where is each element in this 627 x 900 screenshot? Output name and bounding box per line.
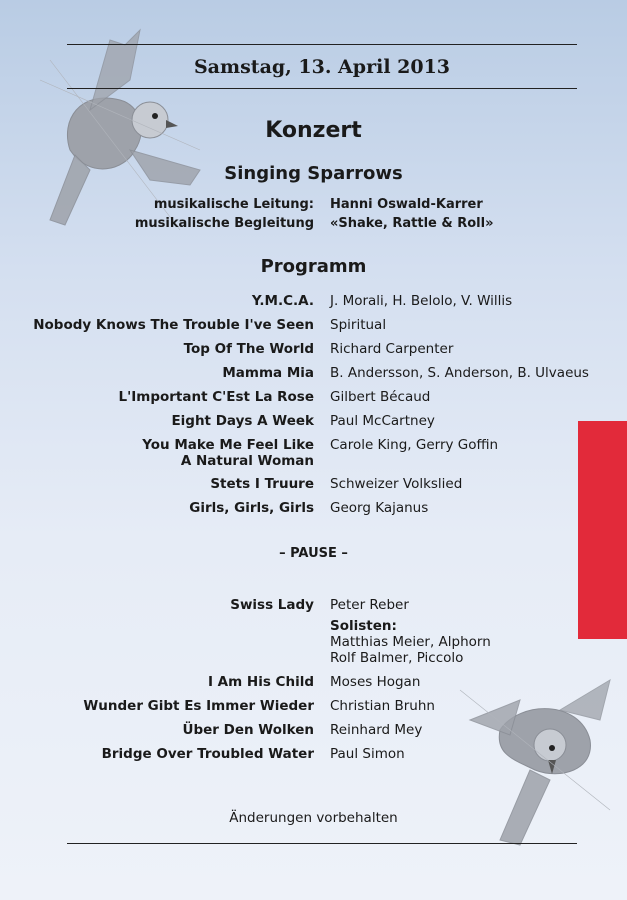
song-title: Bridge Over Troubled Water (101, 746, 314, 762)
song-title: Girls, Girls, Girls (189, 500, 314, 516)
song-title: Top Of The World (183, 341, 314, 357)
soloists-label: Solisten: (330, 618, 397, 634)
song-title: L'Important C'Est La Rose (118, 389, 314, 405)
pause-marker: – PAUSE – (279, 546, 348, 561)
song-composer: Richard Carpenter (330, 341, 454, 357)
soloist: Matthias Meier, Alphorn (330, 634, 491, 650)
song-title: Y.M.C.A. (251, 293, 314, 309)
song-composer: J. Morali, H. Belolo, V. Willis (330, 293, 513, 309)
song-title: Wunder Gibt Es Immer Wieder (83, 698, 314, 714)
song-title: Eight Days A Week (171, 413, 314, 429)
event-date: Samstag, 13. April 2013 (193, 56, 451, 78)
song-title: Nobody Knows The Trouble I've Seen (33, 317, 314, 333)
date-rule (67, 88, 577, 89)
accent-bar (578, 421, 627, 639)
song-title: Mamma Mia (222, 365, 314, 381)
credit-value: Hanni Oswald-Karrer (330, 197, 483, 212)
credit-value: «Shake, Rattle & Roll» (330, 216, 494, 231)
song-composer: Moses Hogan (330, 674, 421, 690)
song-composer: Paul Simon (330, 746, 405, 762)
song-composer: Christian Bruhn (330, 698, 435, 714)
soloist: Rolf Balmer, Piccolo (330, 650, 464, 666)
song-composer: Peter Reber (330, 597, 409, 613)
song-composer: Schweizer Volkslied (330, 476, 463, 492)
song-composer: Georg Kajanus (330, 500, 429, 516)
song-composer: Reinhard Mey (330, 722, 423, 738)
song-title-line: You Make Me Feel Like (142, 437, 314, 453)
song-title: Stets I Truure (210, 476, 314, 492)
footer-note: Änderungen vorbehalten (229, 810, 398, 826)
song-title: I Am His Child (207, 674, 314, 690)
bottom-rule (67, 843, 577, 844)
page-title: Konzert (265, 118, 362, 143)
song-composer: Paul McCartney (330, 413, 435, 429)
program-heading: Programm (260, 256, 367, 277)
song-title: Über Den Wolken (182, 722, 314, 738)
choir-name: Singing Sparrows (224, 163, 403, 184)
song-title: Swiss Lady (230, 597, 314, 613)
sparrow-illustration-bottom (440, 660, 620, 860)
song-title-line: A Natural Woman (180, 453, 314, 469)
song-composer: Carole King, Gerry Goffin (330, 437, 499, 453)
song-composer: Gilbert Bécaud (330, 389, 431, 405)
top-rule (67, 44, 577, 45)
song-composer: Spiritual (330, 317, 387, 333)
song-composer: B. Andersson, S. Anderson, B. Ulvaeus (330, 365, 589, 381)
